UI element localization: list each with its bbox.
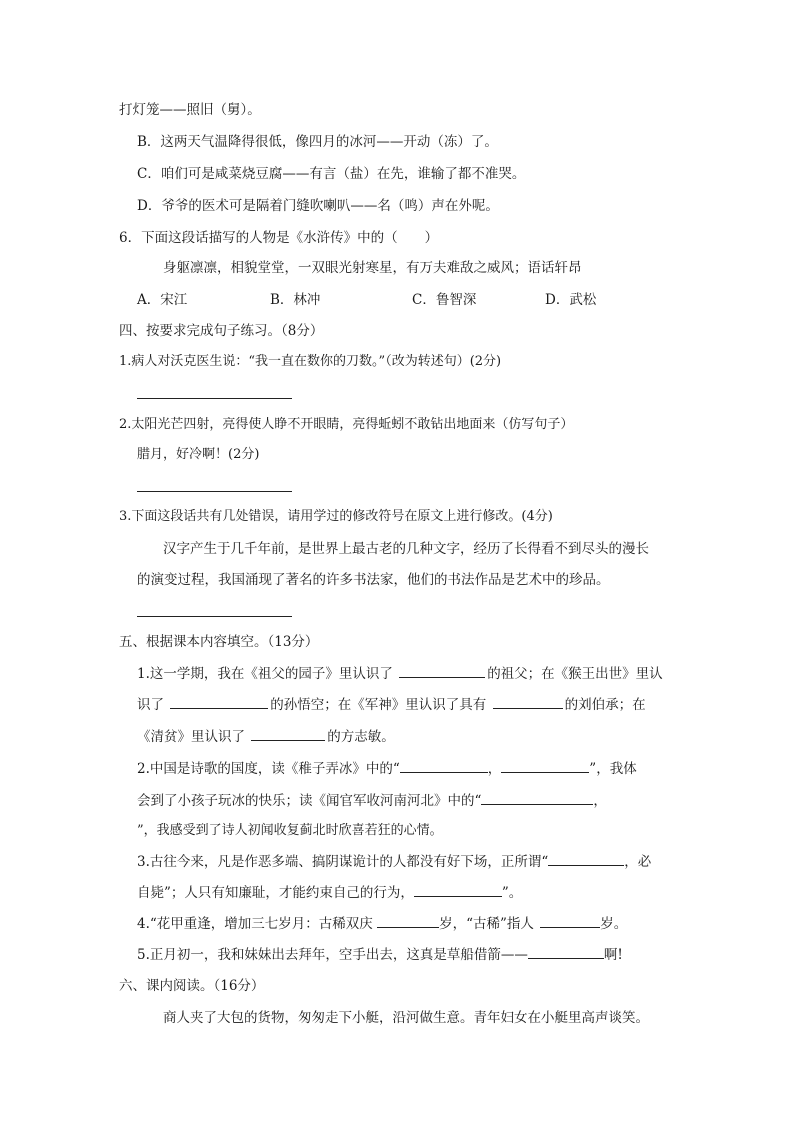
s5-i1-text-e: 的刘伯承；在: [564, 697, 646, 713]
blank-3[interactable]: [493, 695, 563, 709]
blank-1[interactable]: [399, 664, 485, 678]
blank-4[interactable]: [251, 727, 325, 741]
s5-i1-text-f: 《清贫》里认识了: [137, 729, 245, 745]
s5-item-1-line3: [137, 727, 395, 747]
s5-i3-text-c: 自毙”；人只有知廉耻，才能约束自己的行为，: [137, 885, 414, 901]
s5-i3-text-a: 3.古往今来，凡是作恶多端、搞阴谋诡计的人都没有好下场，正所谓“: [137, 854, 549, 870]
s6-passage-line1: 商人夹了大包的货物，匆匆走下小艇，沿河做生意。青年妇女在小艇里高声谈笑。: [163, 1010, 649, 1026]
q6-option-d: D．武松: [545, 292, 597, 308]
option-d: D．爷爷的医术可是隔着门缝吹喇叭——名（鸣）声在外呢。: [137, 198, 499, 214]
option-a-continued: 打灯笼——照旧（舅）。: [119, 102, 261, 118]
blank-10[interactable]: [377, 914, 439, 928]
s5-item-4: [137, 914, 627, 934]
s4-question-1: 1.病人对沃克医生说：“我一直在数你的刀数。”（改为转述句）(2分): [119, 354, 502, 369]
q6-option-c: C．鲁智深: [412, 292, 477, 308]
blank-2[interactable]: [170, 695, 268, 709]
s5-item-2-line3: ”，我感受到了诗人初闻收复蓟北时欣喜若狂的心情。: [137, 823, 443, 838]
section-4-title: 四、按要求完成句子练习。（8分）: [119, 323, 324, 339]
blank-5[interactable]: [400, 759, 488, 773]
q6-option-b: B．林冲: [270, 292, 321, 308]
option-b: B．这两天气温降得很低，像四月的冰河——开动（冻）了。: [137, 134, 498, 150]
blank-8[interactable]: [548, 852, 624, 866]
blank-7[interactable]: [481, 791, 593, 805]
s5-item-2-line2: [137, 791, 607, 811]
s5-item-3-line1: [137, 852, 651, 872]
s5-i2-text-d: 会到了小孩子玩冰的快乐；读《闻官军收河南河北》中的“: [137, 793, 482, 809]
section-6-title: 六、课内阅读。（16分）: [119, 978, 265, 994]
s5-item-1-line1: [137, 664, 663, 684]
s5-i4-text-a: 4.“花甲重逢，增加三七岁月：古稀双庆: [137, 916, 373, 932]
s4-q3-passage-line2: 的演变过程，我国涌现了著名的许多书法家，他们的书法作品是艺术中的珍品。: [137, 572, 610, 588]
s5-i1-text-g: 的方志敏。: [327, 729, 395, 745]
question-6-stem: 6．下面这段话描写的人物是《水浒传》中的（ ）: [119, 230, 439, 246]
s5-item-2-line1: [137, 759, 637, 779]
blank-9[interactable]: [414, 883, 502, 897]
s5-i4-text-b: 岁，“古稀”指人: [439, 916, 534, 932]
blank-12[interactable]: [528, 945, 604, 959]
s5-i1-text-a: 1.这一学期，我在《祖父的园子》里认识了: [137, 666, 393, 682]
s5-item-3-line2: [137, 883, 522, 903]
option-c: C．咱们可是咸菜烧豆腐——有言（盐）在先，谁输了都不准哭。: [137, 166, 526, 182]
s5-item-1-line2: [137, 695, 646, 715]
s5-item-5: [137, 945, 623, 965]
s5-i3-text-d: ”。: [501, 885, 523, 901]
question-6-passage: 身躯凛凛，相貌堂堂，一双眼光射寒星，有万夫难敌之威风；语话轩昂: [163, 260, 582, 276]
s5-i3-text-b: ，必: [624, 854, 652, 870]
s4-q3-passage-line1: 汉字产生于几千年前，是世界上最古老的几种文字，经历了长得看不到尽头的漫长: [163, 541, 649, 557]
s5-i2-text-e: ，: [593, 793, 607, 809]
s5-i1-text-c: 识了: [137, 697, 164, 713]
s5-i5-text-b: 啊!: [603, 947, 623, 963]
s5-i2-text-c: ”，我体: [589, 761, 637, 777]
section-5-title: 五、根据课本内容填空。（13分）: [119, 634, 319, 650]
s5-i5-text-a: 5.正月初一，我和妹妹出去拜年，空手出去，这真是草船借箭——: [137, 947, 528, 963]
s5-i4-text-c: 岁。: [600, 916, 628, 932]
answer-line-2[interactable]: [137, 491, 292, 492]
s4-question-2: 2.太阳光芒四射，亮得使人睁不开眼睛，亮得蚯蚓不敢钻出地面来（仿写句子）: [119, 417, 574, 432]
s5-i1-text-b: 的祖父；在《猴王出世》里认: [487, 666, 663, 682]
s4-question-3: 3.下面这段话共有几处错误，请用学过的修改符号在原文上进行修改。(4分): [119, 509, 553, 524]
answer-line-1[interactable]: [137, 398, 292, 399]
s5-i1-text-d: 的孙悟空；在《军神》里认识了具有: [270, 697, 487, 713]
q6-option-a: A．宋江: [137, 292, 188, 308]
blank-11[interactable]: [540, 914, 600, 928]
s5-i2-text-b: ，: [487, 761, 502, 777]
blank-6[interactable]: [501, 759, 589, 773]
s5-i2-text-a: 2.中国是诗歌的国度，读《稚子弄冰》中的“: [137, 761, 400, 777]
answer-line-3[interactable]: [137, 616, 292, 617]
s4-question-2-prompt: 腊月，好冷啊！(2分): [137, 447, 260, 462]
